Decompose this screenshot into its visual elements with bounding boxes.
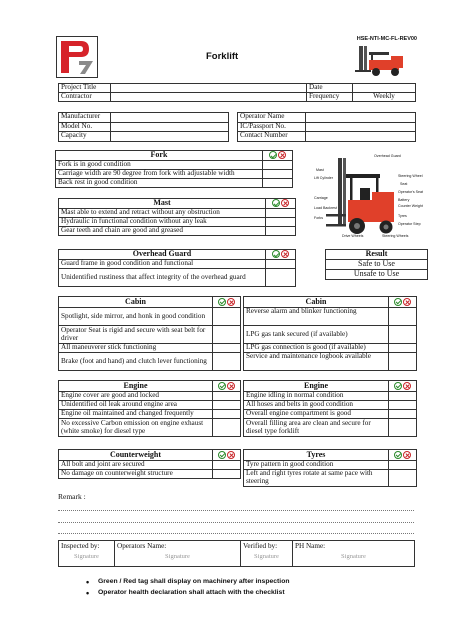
cabin-check-cell[interactable] — [213, 344, 241, 353]
operator-name-label: Operators Name: — [117, 542, 167, 550]
tyres-item: Left and right tyres rotate at same pace with steering — [244, 470, 389, 487]
company-logo — [56, 36, 98, 78]
diagram-label: Overhead Guard — [374, 154, 401, 158]
diagram-label: Load Backrest — [314, 206, 337, 210]
check-icon — [394, 298, 402, 306]
engine-item: Engine idling in normal condition — [244, 392, 389, 401]
engine-item: All hoses and belts in good condition — [244, 401, 389, 410]
diagram-label: Steering Wheel — [398, 174, 423, 178]
cabin-left-title: Cabin — [59, 297, 213, 308]
fork-title: Fork — [56, 151, 263, 161]
manufacturer-field[interactable] — [111, 113, 229, 123]
engine-right-title: Engine — [244, 381, 389, 392]
frequency-value: Weekly — [353, 93, 416, 102]
cross-icon — [227, 451, 235, 459]
overhead-guard-table — [58, 249, 296, 287]
tyres-check-cell[interactable] — [389, 470, 417, 487]
project-title-field[interactable] — [111, 84, 307, 93]
contact-field[interactable] — [306, 132, 416, 142]
remark-label: Remark : — [58, 492, 86, 501]
engine-right-status-icons — [389, 381, 417, 392]
capacity-field[interactable] — [111, 132, 229, 142]
engine-item: Engine oil maintained and changed frequently — [59, 410, 213, 419]
overhead-guard-item: Unidentified rustiness that affect integrity of the overhead guard — [59, 269, 266, 287]
mast-status-icons — [266, 199, 296, 209]
cabin-item: LPG gas connection is good (if available) — [244, 344, 389, 353]
engine-item: Overall filling area are clean and secure for diesel type forklift — [244, 419, 389, 437]
cross-icon — [281, 199, 289, 207]
cross-icon — [227, 382, 235, 390]
ph-name-cell[interactable] — [293, 541, 415, 567]
equipment-left-table — [58, 112, 229, 142]
engine-check-cell[interactable] — [213, 392, 241, 401]
cross-icon — [227, 298, 235, 306]
cabin-left-table — [58, 296, 241, 371]
cabin-check-cell[interactable] — [389, 353, 417, 371]
manufacturer-label: Manufacturer — [59, 113, 111, 123]
signature-label: Signature — [74, 552, 99, 560]
mast-item: Gear teeth and chain are good and greased — [59, 227, 266, 236]
diagram-label: Lift Cylinder — [314, 176, 333, 180]
overhead-guard-status-icons — [266, 250, 296, 260]
fork-check-cell[interactable] — [263, 170, 293, 179]
check-icon — [272, 199, 280, 207]
fork-item: Fork is in good condition — [56, 161, 263, 170]
note-item: • Operator health declaration shall attach with the checklist — [86, 589, 386, 600]
counterweight-check-cell[interactable] — [213, 461, 241, 470]
signature-label: Signature — [165, 552, 190, 560]
diagram-label: Operator Step — [398, 222, 421, 226]
overhead-guard-item: Guard frame in good condition and functional — [59, 260, 266, 269]
operator-label: Operator Name — [238, 113, 306, 123]
logo-mark-icon — [57, 37, 97, 77]
operator-name-cell[interactable] — [115, 541, 241, 567]
cabin-item: Spotlight, side mirror, and honk in good condition — [59, 308, 213, 326]
capacity-label: Capacity — [59, 132, 111, 142]
cross-icon — [403, 382, 411, 390]
engine-check-cell[interactable] — [213, 419, 241, 437]
engine-right-table — [243, 380, 417, 437]
tyres-table — [243, 449, 417, 487]
check-icon — [218, 451, 226, 459]
remark-line[interactable] — [58, 522, 414, 523]
notes-list — [86, 578, 386, 600]
passport-label: IC/Passport No. — [238, 122, 306, 132]
diagram-label: Seat — [400, 182, 408, 186]
equipment-right-table — [237, 112, 416, 142]
check-icon — [218, 382, 226, 390]
diagram-label: Counter Weight — [398, 204, 423, 208]
overhead-guard-title: Overhead Guard — [59, 250, 266, 260]
date-field[interactable] — [353, 84, 416, 93]
cross-icon — [278, 151, 286, 159]
cross-icon — [403, 298, 411, 306]
cabin-item: Reverse alarm and blinker functioning — [244, 308, 389, 326]
tyres-check-cell[interactable] — [389, 461, 417, 470]
mast-check-cell[interactable] — [266, 218, 296, 227]
fork-check-cell[interactable] — [263, 179, 293, 188]
fork-item: Carriage width are 90 degree from fork with adjustable width — [56, 170, 263, 179]
result-table — [325, 249, 428, 280]
model-label: Model No. — [59, 122, 111, 132]
engine-check-cell[interactable] — [389, 419, 417, 437]
fork-check-cell[interactable] — [263, 161, 293, 170]
frequency-label: Frequency — [307, 93, 353, 102]
passport-field[interactable] — [306, 122, 416, 132]
diagram-label: Carriage — [314, 196, 328, 200]
tyres-title: Tyres — [244, 450, 389, 461]
check-icon — [394, 451, 402, 459]
cabin-check-cell[interactable] — [213, 353, 241, 371]
result-unsafe-option[interactable]: Unsafe to Use — [326, 270, 428, 280]
cabin-item: Service and maintenance logbook available — [244, 353, 389, 371]
engine-item: Unidentified oil leak around engine area — [59, 401, 213, 410]
fork-item: Back rest in good condition — [56, 179, 263, 188]
engine-left-title: Engine — [59, 381, 213, 392]
engine-item: No excessive Carbon emission on engine exhaust (white smoke) for diesel type — [59, 419, 213, 437]
contractor-label: Contractor — [59, 93, 111, 102]
result-title: Result — [326, 250, 428, 260]
cabin-item: Brake (foot and hand) and clutch lever functioning — [59, 353, 213, 371]
mast-item: Hydraulic in functional condition without any leak — [59, 218, 266, 227]
cabin-check-cell[interactable] — [389, 344, 417, 353]
cross-icon — [403, 451, 411, 459]
mast-item: Mast able to extend and retract without any obstruction — [59, 209, 266, 218]
check-icon — [394, 382, 402, 390]
engine-check-cell[interactable] — [389, 392, 417, 401]
ph-name-label: PH Name: — [295, 542, 326, 550]
page-title: Forklift — [206, 51, 239, 62]
counterweight-table — [58, 449, 241, 479]
cabin-left-status-icons — [213, 297, 241, 308]
diagram-label: Mast — [316, 168, 324, 172]
verified-by-cell[interactable] — [241, 541, 293, 567]
tyres-status-icons — [389, 450, 417, 461]
engine-check-cell[interactable] — [213, 410, 241, 419]
engine-check-cell[interactable] — [389, 401, 417, 410]
diagram-label: Tyres — [398, 214, 407, 218]
cabin-right-title: Cabin — [244, 297, 389, 308]
cabin-item: Operator Seat is rigid and secure with seat belt for driver — [59, 326, 213, 344]
cabin-item: LPG gas tank secured (if available) — [244, 326, 389, 344]
counterweight-title: Counterweight — [59, 450, 213, 461]
verified-by-label: Verified by: — [243, 542, 278, 550]
cabin-check-cell[interactable] — [213, 308, 241, 326]
forklift-diagram — [312, 152, 430, 242]
diagram-label: Operator's Seat — [398, 190, 424, 194]
inspected-by-cell[interactable] — [59, 541, 115, 567]
check-icon — [218, 298, 226, 306]
diagram-label: Forks — [314, 216, 323, 220]
cross-icon — [281, 250, 289, 258]
cabin-check-cell[interactable] — [213, 326, 241, 344]
tyres-item: Tyre pattern in good condition — [244, 461, 389, 470]
project-title-label: Project Title — [59, 84, 111, 93]
inspected-by-label: Inspected by: — [61, 542, 100, 550]
cabin-right-table — [243, 296, 417, 371]
signoff-table — [58, 540, 415, 567]
counterweight-check-cell[interactable] — [213, 470, 241, 479]
model-field[interactable] — [111, 122, 229, 132]
mast-title: Mast — [59, 199, 266, 209]
result-safe-option[interactable]: Safe to Use — [326, 260, 428, 270]
diagram-label: Drive Wheels — [342, 234, 364, 238]
engine-item: Overall engine compartment is good — [244, 410, 389, 419]
engine-check-cell[interactable] — [389, 410, 417, 419]
cabin-item: All maneuverer stick functioning — [59, 344, 213, 353]
cabin-check-cell[interactable] — [389, 308, 417, 326]
fork-table — [55, 150, 293, 188]
mast-table — [58, 198, 296, 236]
fork-status-icons — [263, 151, 293, 161]
diagram-label: Steering Wheels — [382, 234, 409, 238]
remark-line[interactable] — [58, 533, 414, 534]
engine-check-cell[interactable] — [213, 401, 241, 410]
contractor-field[interactable] — [111, 93, 307, 102]
engine-left-status-icons — [213, 381, 241, 392]
engine-item: Engine cover are good and locked — [59, 392, 213, 401]
mast-check-cell[interactable] — [266, 227, 296, 236]
remark-line[interactable] — [58, 510, 414, 511]
counterweight-item: No damage on counterweight structure — [59, 470, 213, 479]
engine-left-table — [58, 380, 241, 437]
diagram-label: Battery — [398, 198, 410, 202]
project-info-table — [58, 83, 416, 102]
signature-label: Signature — [254, 552, 279, 560]
cabin-right-status-icons — [389, 297, 417, 308]
signature-label: Signature — [341, 552, 366, 560]
counterweight-status-icons — [213, 450, 241, 461]
counterweight-item: All bolt and joint are secured — [59, 461, 213, 470]
overhead-guard-check-cell[interactable] — [266, 260, 296, 269]
note-item: • Green / Red tag shall display on machinery after inspection — [86, 578, 386, 589]
contact-label: Contact Number — [238, 132, 306, 142]
check-icon — [269, 151, 277, 159]
mast-check-cell[interactable] — [266, 209, 296, 218]
operator-field[interactable] — [306, 113, 416, 123]
cabin-check-cell[interactable] — [389, 326, 417, 344]
forklift-thumbnail — [355, 44, 415, 78]
check-icon — [272, 250, 280, 258]
date-label: Date — [307, 84, 353, 93]
document-code: HSE-NTI-MC-FL-REV00 — [356, 36, 417, 42]
overhead-guard-check-cell[interactable] — [266, 269, 296, 287]
